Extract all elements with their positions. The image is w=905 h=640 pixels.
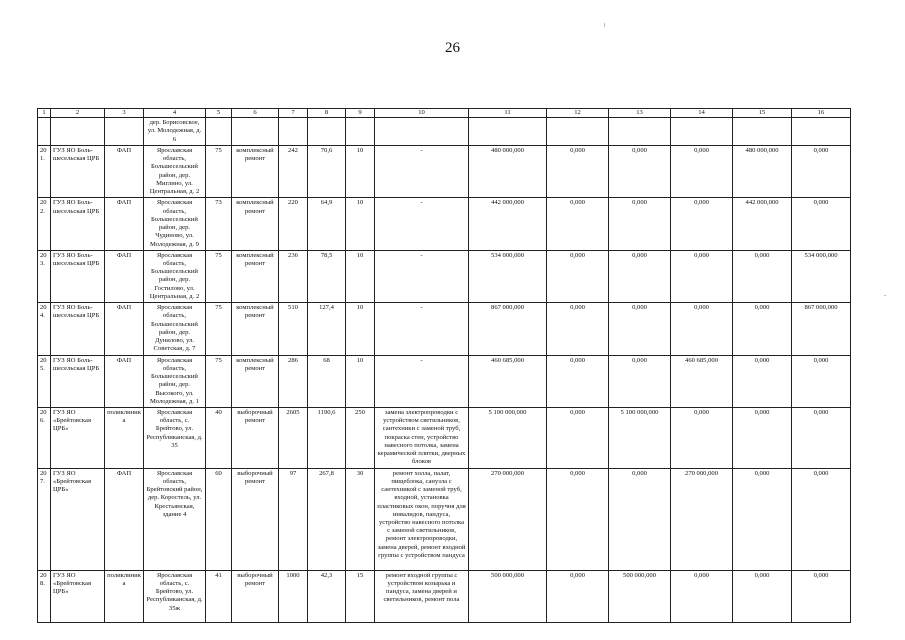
repair-works: замена электропроводки с устройством светильников, сантехники с заменой труб, покраска стен, устройство навесного потолка, замена керамической плитки, дверных блоков bbox=[375, 407, 469, 468]
facility-address: Ярославская область, Брейтовский район, дер. Коростель, ул. Крестьянская, здание 4 bbox=[144, 468, 206, 570]
facility-type: поликлиника bbox=[105, 407, 144, 468]
carryover-address: дер. Борисовское, ул. Молодежная, д. 6 bbox=[144, 118, 206, 146]
column-11-value: 534 000,000 bbox=[469, 250, 547, 302]
row-number: 206. bbox=[38, 407, 51, 468]
column-12-value: 0,000 bbox=[547, 407, 609, 468]
organization-name: ГУЗ ЯО «Брейтовская ЦРБ» bbox=[51, 570, 105, 622]
column-header: 2 bbox=[51, 109, 105, 118]
facility-address: Ярославская область, Большесельский район, дер. Чудиново, ул. Молодежная, д. 9 bbox=[144, 198, 206, 250]
repair-works: ремонт входной группы с устройством козырька и пандуса, замена дверей и светильников, ремонт пола bbox=[375, 570, 469, 622]
column-15-value: 442 000,000 bbox=[733, 198, 792, 250]
column-13-value: 0,000 bbox=[609, 303, 671, 355]
column-11-value: 460 685,000 bbox=[469, 355, 547, 407]
organization-name: ГУЗ ЯО «Брейтовская ЦРБ» bbox=[51, 468, 105, 570]
column-14-value: 0,000 bbox=[671, 198, 733, 250]
repair-type: выборочный ремонт bbox=[232, 570, 279, 622]
column-14-value: 0,000 bbox=[671, 145, 733, 197]
column-11-value: 5 100 000,000 bbox=[469, 407, 547, 468]
column-9-value: 250 bbox=[346, 407, 375, 468]
scan-mark bbox=[604, 23, 605, 27]
column-header: 3 bbox=[105, 109, 144, 118]
row-number: 205. bbox=[38, 355, 51, 407]
column-header: 16 bbox=[792, 109, 851, 118]
column-header: 4 bbox=[144, 109, 206, 118]
column-16-value: 0,000 bbox=[792, 468, 851, 570]
column-8-value: 42,3 bbox=[308, 570, 346, 622]
column-8-value: 68 bbox=[308, 355, 346, 407]
column-header: 14 bbox=[671, 109, 733, 118]
organization-name: ГУЗ ЯО Боль-шесельская ЦРБ bbox=[51, 145, 105, 197]
repair-type: выборочный ремонт bbox=[232, 468, 279, 570]
column-7-value: 97 bbox=[279, 468, 308, 570]
column-12-value: 0,000 bbox=[547, 468, 609, 570]
column-15-value: 0,000 bbox=[733, 407, 792, 468]
column-15-value: 0,000 bbox=[733, 355, 792, 407]
column-7-value: 242 bbox=[279, 145, 308, 197]
column-8-value: 78,5 bbox=[308, 250, 346, 302]
organization-name: ГУЗ ЯО Боль-шесельская ЦРБ bbox=[51, 198, 105, 250]
row-number: 207. bbox=[38, 468, 51, 570]
facility-type: поликлиника bbox=[105, 570, 144, 622]
row-number: 204. bbox=[38, 303, 51, 355]
repair-works: ремонт холла, палат, пищеблока, санузла с сантехникой с заменой труб, входной, установка пластиковых окон, поручня для инвалидов, пандуса, устройство навесного потолка с заменой светильников, ремонт электропроводки, замена дверей, ремонт входной группы с устройством пандуса bbox=[375, 468, 469, 570]
column-5-value: 75 bbox=[206, 145, 232, 197]
column-11-value: 480 000,000 bbox=[469, 145, 547, 197]
column-11-value: 442 000,000 bbox=[469, 198, 547, 250]
column-14-value: 0,000 bbox=[671, 570, 733, 622]
column-13-value: 5 100 000,000 bbox=[609, 407, 671, 468]
column-header: 13 bbox=[609, 109, 671, 118]
table-row bbox=[38, 250, 851, 302]
repair-table bbox=[37, 108, 851, 623]
column-7-value: 220 bbox=[279, 198, 308, 250]
column-15-value: 0,000 bbox=[733, 468, 792, 570]
column-13-value: 0,000 bbox=[609, 198, 671, 250]
repair-works: - bbox=[375, 303, 469, 355]
table-row bbox=[38, 145, 851, 197]
repair-type: комплексный ремонт bbox=[232, 303, 279, 355]
repair-works: - bbox=[375, 355, 469, 407]
column-13-value: 0,000 bbox=[609, 250, 671, 302]
facility-address: Ярославская область, Большесельский район, дер. Дуниловo, ул. Советская, д. 7 bbox=[144, 303, 206, 355]
column-header: 9 bbox=[346, 109, 375, 118]
facility-type: ФАП bbox=[105, 355, 144, 407]
column-12-value: 0,000 bbox=[547, 198, 609, 250]
column-11-value: 270 000,000 bbox=[469, 468, 547, 570]
facility-address: Ярославская область, с. Брейтово, ул. Республиканская, д. 35ж bbox=[144, 570, 206, 622]
table-row bbox=[38, 198, 851, 250]
organization-name: ГУЗ ЯО Боль-шесельская ЦРБ bbox=[51, 303, 105, 355]
facility-type: ФАП bbox=[105, 250, 144, 302]
column-header: 10 bbox=[375, 109, 469, 118]
column-header: 12 bbox=[547, 109, 609, 118]
repair-works: - bbox=[375, 250, 469, 302]
column-15-value: 480 000,000 bbox=[733, 145, 792, 197]
organization-name: ГУЗ ЯО «Брейтовская ЦРБ» bbox=[51, 407, 105, 468]
table-row bbox=[38, 570, 851, 622]
repair-type: комплексный ремонт bbox=[232, 198, 279, 250]
column-13-value: 0,000 bbox=[609, 468, 671, 570]
repair-type: комплексный ремонт bbox=[232, 355, 279, 407]
facility-address: Ярославская область, Большесельский район, дер. Миглино, ул. Центральная, д. 2 bbox=[144, 145, 206, 197]
column-header: 1 bbox=[38, 109, 51, 118]
column-9-value: 10 bbox=[346, 198, 375, 250]
column-number-row bbox=[38, 109, 851, 118]
column-14-value: 460 685,000 bbox=[671, 355, 733, 407]
column-16-value: 534 000,000 bbox=[792, 250, 851, 302]
column-8-value: 1190,6 bbox=[308, 407, 346, 468]
column-5-value: 60 bbox=[206, 468, 232, 570]
facility-type: ФАП bbox=[105, 198, 144, 250]
table-row bbox=[38, 407, 851, 468]
facility-address: Ярославская область, Большесельский район, дер. Высокого, ул. Молодежная, д. 1 bbox=[144, 355, 206, 407]
table-row bbox=[38, 468, 851, 570]
scan-mark bbox=[884, 295, 886, 296]
column-7-value: 236 bbox=[279, 250, 308, 302]
column-14-value: 0,000 bbox=[671, 303, 733, 355]
carryover-row bbox=[38, 118, 851, 146]
column-8-value: 127,4 bbox=[308, 303, 346, 355]
column-13-value: 500 000,000 bbox=[609, 570, 671, 622]
column-5-value: 73 bbox=[206, 198, 232, 250]
table-row bbox=[38, 303, 851, 355]
column-9-value: 10 bbox=[346, 355, 375, 407]
repair-type: выборочный ремонт bbox=[232, 407, 279, 468]
column-16-value: 867 000,000 bbox=[792, 303, 851, 355]
facility-type: ФАП bbox=[105, 303, 144, 355]
organization-name: ГУЗ ЯО Боль-шесельская ЦРБ bbox=[51, 355, 105, 407]
column-16-value: 0,000 bbox=[792, 355, 851, 407]
column-header: 7 bbox=[279, 109, 308, 118]
repair-works: - bbox=[375, 198, 469, 250]
repair-type: комплексный ремонт bbox=[232, 250, 279, 302]
column-7-value: 286 bbox=[279, 355, 308, 407]
column-16-value: 0,000 bbox=[792, 407, 851, 468]
page-number: 26 bbox=[445, 40, 460, 56]
row-number: 202. bbox=[38, 198, 51, 250]
column-7-value: 510 bbox=[279, 303, 308, 355]
column-14-value: 270 000,000 bbox=[671, 468, 733, 570]
column-12-value: 0,000 bbox=[547, 355, 609, 407]
column-13-value: 0,000 bbox=[609, 145, 671, 197]
column-8-value: 64,9 bbox=[308, 198, 346, 250]
facility-address: Ярославская область, Большесельский район, дер. Гостилово, ул. Центральная, д. 2 bbox=[144, 250, 206, 302]
column-14-value: 0,000 bbox=[671, 250, 733, 302]
repair-works: - bbox=[375, 145, 469, 197]
column-7-value: 2605 bbox=[279, 407, 308, 468]
column-12-value: 0,000 bbox=[547, 303, 609, 355]
facility-type: ФАП bbox=[105, 468, 144, 570]
column-9-value: 10 bbox=[346, 250, 375, 302]
column-13-value: 0,000 bbox=[609, 355, 671, 407]
column-15-value: 0,000 bbox=[733, 303, 792, 355]
column-16-value: 0,000 bbox=[792, 570, 851, 622]
column-12-value: 0,000 bbox=[547, 570, 609, 622]
column-9-value: 10 bbox=[346, 145, 375, 197]
column-16-value: 0,000 bbox=[792, 198, 851, 250]
column-header: 8 bbox=[308, 109, 346, 118]
column-12-value: 0,000 bbox=[547, 250, 609, 302]
column-15-value: 0,000 bbox=[733, 250, 792, 302]
column-9-value: 10 bbox=[346, 303, 375, 355]
facility-address: Ярославская область, с. Брейтово, ул. Республиканская, д. 35 bbox=[144, 407, 206, 468]
column-5-value: 75 bbox=[206, 355, 232, 407]
column-15-value: 0,000 bbox=[733, 570, 792, 622]
row-number: 208. bbox=[38, 570, 51, 622]
column-8-value: 70,6 bbox=[308, 145, 346, 197]
column-7-value: 1000 bbox=[279, 570, 308, 622]
organization-name: ГУЗ ЯО Боль-шесельская ЦРБ bbox=[51, 250, 105, 302]
column-9-value: 15 bbox=[346, 570, 375, 622]
row-number: 203. bbox=[38, 250, 51, 302]
column-12-value: 0,000 bbox=[547, 145, 609, 197]
column-header: 15 bbox=[733, 109, 792, 118]
column-5-value: 40 bbox=[206, 407, 232, 468]
column-header: 11 bbox=[469, 109, 547, 118]
column-5-value: 75 bbox=[206, 303, 232, 355]
column-header: 5 bbox=[206, 109, 232, 118]
column-9-value: 30 bbox=[346, 468, 375, 570]
column-5-value: 41 bbox=[206, 570, 232, 622]
column-8-value: 267,8 bbox=[308, 468, 346, 570]
facility-type: ФАП bbox=[105, 145, 144, 197]
column-header: 6 bbox=[232, 109, 279, 118]
column-5-value: 75 bbox=[206, 250, 232, 302]
row-number: 201. bbox=[38, 145, 51, 197]
column-11-value: 500 000,000 bbox=[469, 570, 547, 622]
column-16-value: 0,000 bbox=[792, 145, 851, 197]
column-14-value: 0,000 bbox=[671, 407, 733, 468]
table-row bbox=[38, 355, 851, 407]
repair-type: комплексный ремонт bbox=[232, 145, 279, 197]
column-11-value: 867 000,000 bbox=[469, 303, 547, 355]
